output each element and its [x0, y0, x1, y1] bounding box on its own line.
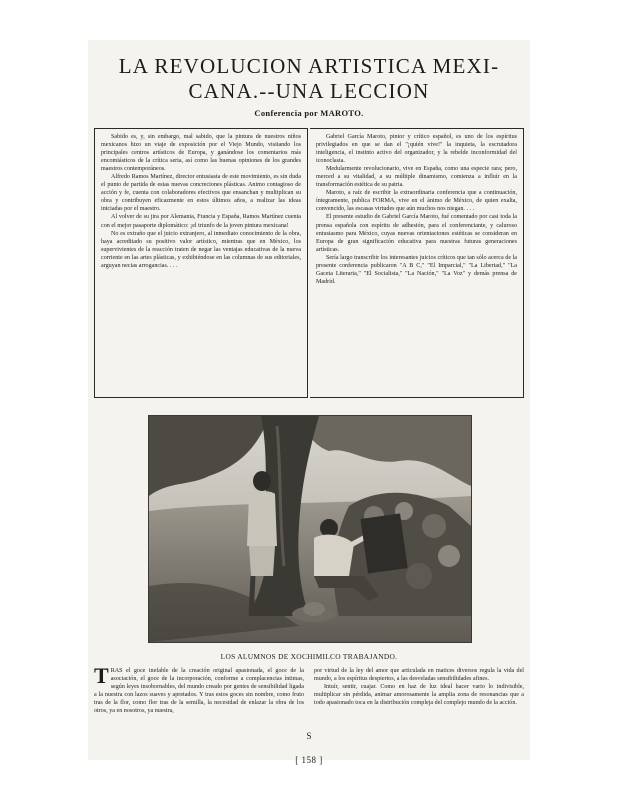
intro-box-right: [310, 128, 524, 398]
rock: [422, 514, 446, 538]
child-shorts: [249, 546, 275, 576]
intro-right-paragraph: Maroto, a raíz de escribir la extraordinaria conferencia que a continuación, íntegramente, publica FORMA, vive en el ánimo de México, de quien exalta, convencido, las escasas virtudes que aún muchos nos niegan. . . .: [316, 190, 517, 213]
intro-left-paragraph: Sabido es, y, sin embargo, mal sabido, que la pintura de nuestros niños mexicanos hizo un viaje de exposición por el Viejo Mundo, visitando los principales centros artísticos de Europa, y ganándose los comentarios más encomiásticos de la crítica seria, así como las buenas opiniones de los grandes maestros contemporáneos.: [101, 134, 301, 173]
intro-right-paragraph: El presente estudio de Gabriel García Maroto, fué comentado por casi toda la prensa española con espíritu de adhesión, para el conferenciante, y caluroso entusiasmo para México, cuyas nuevas orientaciones estéticas se consideran en Europa de gran significación educativa para nuestras futuras generaciones artísticas.: [316, 214, 517, 253]
intro-right-paragraph: Sería largo transcribir los interesantes juicios críticos que tan sólo acerca de la presente conferencia publicaron "A B C," "El Imparcial," "La Libertad," "La Gaceta Literaria," "El Socialista," "La Nación," "La Voz" y demás prensa de Madrid.: [316, 254, 517, 285]
photo-illustration: [149, 416, 471, 642]
article-title: [88, 54, 530, 104]
photo-caption: LOS ALUMNOS DE XOCHIMILCO TRABAJANDO.: [220, 652, 398, 661]
intro-right-paragraph: Medularmente revolucionario, vive en España, como una especie rara; pero, merced a su vitalidad, a su múltiple dinamismo, comienza a influír en la transformación estética de su patria.: [316, 166, 517, 189]
page-number: [ 158 ]: [295, 755, 323, 765]
title-line-1: LA REVOLUCION ARTISTICA MEXI-: [118, 54, 500, 78]
body-column-left: [94, 663, 304, 715]
magazine-page: [88, 40, 530, 765]
body-left-paragraph: [94, 663, 304, 715]
child-shirt: [247, 491, 277, 546]
seated-child-shirt: [314, 535, 354, 576]
article-subtitle: Conferencia por MAROTO.: [254, 108, 364, 118]
title-line-2: CANA.--UNA LECCION: [188, 79, 430, 103]
intro-right-paragraph: Gabriel García Maroto, pintor y crítico español, es uno de los espíritus privilegiados en que se dan el "¡quién vive!" la inquieta, la escrutadora inteligencia, el instinto activo del organizador, y la rebelde inconformidad del iconoclasta.: [316, 134, 517, 165]
section-mark: S: [306, 731, 312, 741]
drop-cap: T: [94, 663, 109, 688]
rock: [438, 545, 460, 567]
body-left-text: RAS el goce inefable de la creación original apasionada, el goce de la asociación, el goce de la incorporación, conforme a complacencias íntimas, según leyes insobornables, del mundo creado por gentes de sensibilidad ligada a la nuestra con lazos suaves y apretados. Y tras estos goces sin nombre, como fruto tras de la flor, como flor tras de la semilla, la necesidad de enlazar la obra de los otros, ya en nosotros, ya nuestra,: [94, 668, 304, 715]
intro-left-paragraph: Alfredo Ramos Martínez, director entusiasta de este movimiento, es sin duda el punto de partida de estas nuevas concreciones plásticas. Animo contagioso de acción y fe, cuenta con colaboradores efectivos que ensanchan y multiplican su obra y contribuyen eficazmente en estos últimos años, a realizar las ideas iniciadas por el maestro.: [101, 174, 301, 213]
intro-box-left: [94, 128, 308, 398]
painting-board: [360, 513, 407, 573]
seated-child-head: [320, 519, 338, 537]
photograph-children-working: [148, 415, 472, 643]
child-head: [253, 471, 271, 491]
hat-crown: [303, 602, 325, 616]
body-right-paragraph: Intuír, sentir, cuajar. Como en haz de luz ideal hacer vario lo indivisible, multiplicar sin pérdida, animar amorosamente la amplia zona de resonancias que a todo apasionado toca en la distribución compleja del complejo mundo de la acción.: [314, 684, 524, 707]
body-right-paragraph: por virtud de la ley del amor que articulada en matices diversos regula la vida del mundo, a los espíritus despiertos, a las desveladas sensibilidades afines.: [314, 668, 524, 683]
intro-left-paragraph: Al volver de su jira por Alemania, Francia y España, Ramos Martínez cuenta con el mejor pasaporte diplomático: ¡el triunfo de la joven pintura mexicana!: [101, 214, 301, 229]
body-column-right: [314, 667, 524, 707]
intro-left-paragraph: No es extraño que el juicio extranjero, al inmediato conocimiento de la obra, haya acreditado su positivo valor artístico, mientras que en México, los supervivientes de la reacción traten de negar las ventajas educativas de la nueva corriente en las artes plásticas, y exhibiéndose en las columnas de sus editoriales, arguyan necias arrogancias. . . .: [101, 230, 301, 269]
rock: [406, 563, 432, 589]
